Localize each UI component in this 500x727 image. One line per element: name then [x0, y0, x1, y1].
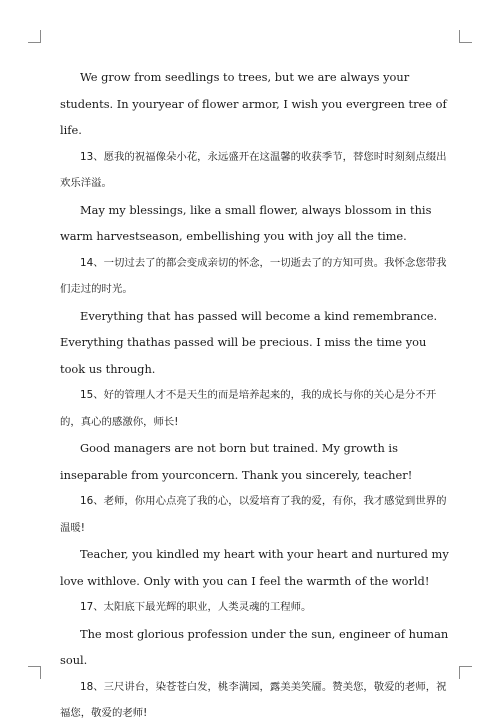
paragraph-chinese: 13、愿我的祝福像朵小花，永远盛开在这温馨的收获季节，替您时时刻刻点缀出欢乐洋溢。 [60, 150, 447, 189]
paragraph-english: Good managers are not born but trained. My growth is inseparable from yourconcern. Thank you sincerely, teacher! [60, 441, 413, 482]
document-body [60, 64, 450, 727]
paragraph-chinese: 17、太阳底下最光辉的职业，人类灵魂的工程师。 [80, 601, 312, 613]
paragraph-english: We grow from seedlings to trees, but we are always your students. In youryear of flower armor, I wish you evergreen tree of life. [60, 70, 447, 137]
paragraph-chinese: 18、三尺讲台，染苍苍白发，桃李满园，露美美笑靥。赞美您，敬爱的老师，祝福您，敬爱的老师! [60, 680, 447, 719]
crop-mark-bottom-right [459, 666, 472, 679]
paragraph-english: Everything that has passed will become a kind remembrance. Everything thathas passed will be precious. I miss the time you took us through. [60, 308, 438, 376]
paragraph-chinese: 14、一切过去了的都会变成亲切的怀念，一切逝去了的方知可贵。我怀念您带我们走过的时光。 [60, 256, 447, 295]
paragraph-chinese: 15、好的管理人才不是天生的而是培养起来的，我的成长与你的关心是分不开的，真心的感激你，师长! [60, 389, 437, 428]
crop-mark-top-right [459, 30, 472, 43]
paragraph-english: The most glorious profession under the sun, engineer of human soul. [60, 626, 449, 667]
paragraph-english: May my blessings, like a small flower, always blossom in this warm harvestseason, embellishing you with joy all the time. [60, 202, 432, 243]
crop-mark-bottom-left [28, 666, 41, 679]
paragraph-chinese: 16、老师，你用心点亮了我的心，以爱培育了我的爱，有你，我才感觉到世界的温暖! [60, 495, 447, 534]
crop-mark-top-left [28, 30, 41, 43]
paragraph-english: Teacher, you kindled my heart with your heart and nurtured my love withlove. Only with you can I feel the warmth of the world! [60, 547, 449, 588]
